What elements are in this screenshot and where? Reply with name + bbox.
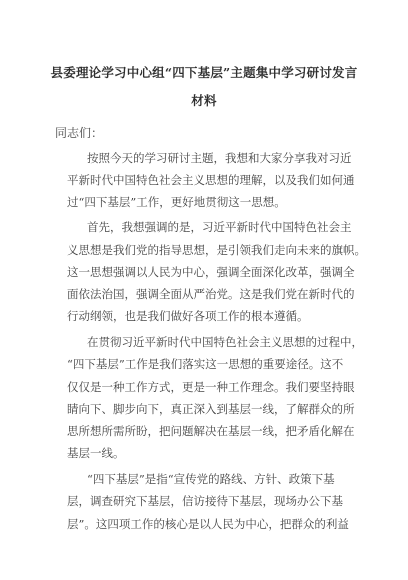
document-title-line-2: 材料 bbox=[191, 93, 217, 108]
paragraph-line: 过“四下基层”工作，更好地贯彻这一思想。 bbox=[67, 195, 286, 209]
paragraph-line: 平新时代中国特色社会主义思想的理解，以及我们如何通 bbox=[67, 173, 355, 187]
paragraph-line: “四下基层”是指“宣传党的路线、方针、政策下基 bbox=[87, 472, 335, 486]
paragraph-line: 行动纲领，也是我们做好各项工作的根本遵循。 bbox=[67, 309, 309, 323]
document-title-line-1: 县委理论学习中心组“四下基层”主题集中学习研讨发言 bbox=[50, 65, 358, 80]
paragraph-line: 这一思想强调以人民为中心，强调全面深化改革，强调全 bbox=[67, 265, 355, 279]
paragraph-line: 在贯彻习近平新时代中国特色社会主义思想的过程中， bbox=[87, 335, 363, 349]
paragraph-line: 基层一线。 bbox=[67, 446, 125, 460]
greeting: 同志们： bbox=[55, 126, 104, 140]
paragraph-line: 层”。这四项工作的核心是以人民为中心，把群众的利益 bbox=[67, 517, 349, 531]
paragraph-line: 仅仅是一种工作方式，更是一种工作理念。我们要坚持眼 bbox=[67, 380, 355, 394]
paragraph-line: 首先，我想强调的是，习近平新时代中国特色社会主 bbox=[87, 220, 352, 234]
paragraph-line: 义思想是我们党的指导思想，是引领我们走向未来的旗帜。 bbox=[67, 243, 366, 257]
paragraph-line: “四下基层”工作是我们落实这一思想的重要途径。这不 bbox=[67, 357, 344, 371]
paragraph-line: 睛向下、脚步向下，真正深入到基层一线，了解群众的所 bbox=[67, 402, 355, 416]
paragraph-line: 层，调查研究下基层，信访接待下基层，现场办公下基 bbox=[67, 494, 343, 508]
paragraph-line: 思所想所需所盼，把问题解决在基层一线，把矛盾化解在 bbox=[67, 424, 355, 438]
paragraph-line: 按照今天的学习研讨主题，我想和大家分享我对习近 bbox=[87, 151, 352, 165]
paragraph-line: 面依法治国，强调全面从严治党。这是我们党在新时代的 bbox=[67, 287, 355, 301]
